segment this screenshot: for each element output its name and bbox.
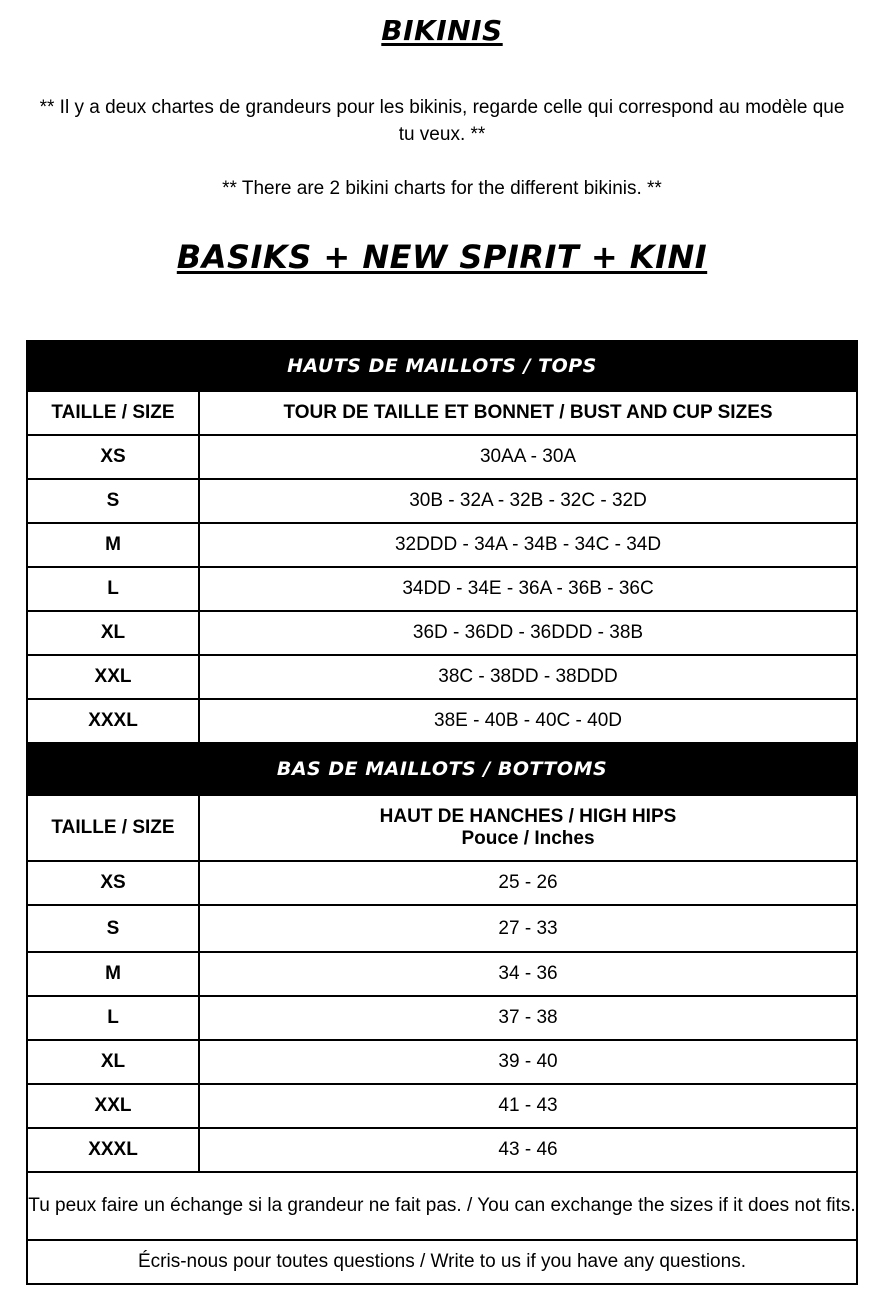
size-cell: XL bbox=[27, 611, 199, 655]
measure-cell: 36D - 36DD - 36DDD - 38B bbox=[199, 611, 857, 655]
tops-col-measure: TOUR DE TAILLE ET BONNET / BUST AND CUP SIZES bbox=[199, 391, 857, 435]
bottoms-band-row bbox=[27, 743, 857, 795]
size-cell: M bbox=[27, 952, 199, 996]
bottoms-header-row bbox=[27, 795, 857, 861]
size-cell: M bbox=[27, 523, 199, 567]
bottoms-band bbox=[27, 743, 857, 795]
tops-band-label: HAUTS DE MAILLOTS / TOPS bbox=[287, 354, 597, 377]
size-cell: XS bbox=[27, 861, 199, 905]
size-cell: S bbox=[27, 905, 199, 952]
tops-header-row bbox=[27, 391, 857, 435]
intro-french: ** Il y a deux chartes de grandeurs pour les bikinis, regarde celle qui correspond au modèle que tu veux. ** bbox=[39, 97, 845, 145]
table-row bbox=[27, 952, 857, 996]
table-row bbox=[27, 905, 857, 952]
measure-cell: 25 - 26 bbox=[199, 861, 857, 905]
bottoms-col-size: TAILLE / SIZE bbox=[27, 795, 199, 861]
size-cell: XS bbox=[27, 435, 199, 479]
bottoms-band-label: BAS DE MAILLOTS / BOTTOMS bbox=[276, 757, 608, 780]
table-row bbox=[27, 567, 857, 611]
table-row bbox=[27, 479, 857, 523]
contact-note: Écris-nous pour toutes questions / Write to us if you have any questions. bbox=[27, 1240, 857, 1284]
table-row bbox=[27, 435, 857, 479]
page-title: BIKINIS bbox=[381, 14, 503, 47]
table-row bbox=[27, 523, 857, 567]
measure-cell: 38E - 40B - 40C - 40D bbox=[199, 699, 857, 743]
exchange-note: Tu peux faire un échange si la grandeur ne fait pas. / You can exchange the sizes if it does not fits. bbox=[27, 1172, 857, 1240]
table-row bbox=[27, 861, 857, 905]
size-cell: XXL bbox=[27, 1084, 199, 1128]
contact-note-row bbox=[27, 1240, 857, 1284]
tops-band bbox=[27, 341, 857, 391]
tops-band-row bbox=[27, 341, 857, 391]
tops-col-size: TAILLE / SIZE bbox=[27, 391, 199, 435]
measure-cell: 30AA - 30A bbox=[199, 435, 857, 479]
bottoms-col-unit: Pouce / Inches bbox=[461, 828, 595, 849]
table-row bbox=[27, 1084, 857, 1128]
size-cell: L bbox=[27, 996, 199, 1040]
bottoms-col-measure bbox=[199, 795, 857, 861]
size-cell: XXXL bbox=[27, 1128, 199, 1172]
size-cell: XXL bbox=[27, 655, 199, 699]
measure-cell: 30B - 32A - 32B - 32C - 32D bbox=[199, 479, 857, 523]
size-cell: XXXL bbox=[27, 699, 199, 743]
measure-cell: 43 - 46 bbox=[199, 1128, 857, 1172]
intro-english: ** There are 2 bikini charts for the different bikinis. ** bbox=[222, 178, 662, 199]
table-row bbox=[27, 996, 857, 1040]
measure-cell: 34 - 36 bbox=[199, 952, 857, 996]
chart-subtitle: BASIKS + NEW SPIRIT + KINI bbox=[176, 238, 708, 276]
table-row bbox=[27, 1128, 857, 1172]
bottoms-col-measure-label: HAUT DE HANCHES / HIGH HIPS bbox=[379, 806, 677, 827]
size-cell: S bbox=[27, 479, 199, 523]
size-cell: XL bbox=[27, 1040, 199, 1084]
table-row bbox=[27, 699, 857, 743]
table-row bbox=[27, 611, 857, 655]
measure-cell: 32DDD - 34A - 34B - 34C - 34D bbox=[199, 523, 857, 567]
size-cell: L bbox=[27, 567, 199, 611]
measure-cell: 37 - 38 bbox=[199, 996, 857, 1040]
measure-cell: 39 - 40 bbox=[199, 1040, 857, 1084]
measure-cell: 41 - 43 bbox=[199, 1084, 857, 1128]
table-row bbox=[27, 655, 857, 699]
exchange-note-row bbox=[27, 1172, 857, 1240]
size-chart-table bbox=[26, 340, 858, 1285]
measure-cell: 38C - 38DD - 38DDD bbox=[199, 655, 857, 699]
table-row bbox=[27, 1040, 857, 1084]
measure-cell: 34DD - 34E - 36A - 36B - 36C bbox=[199, 567, 857, 611]
measure-cell: 27 - 33 bbox=[199, 905, 857, 952]
